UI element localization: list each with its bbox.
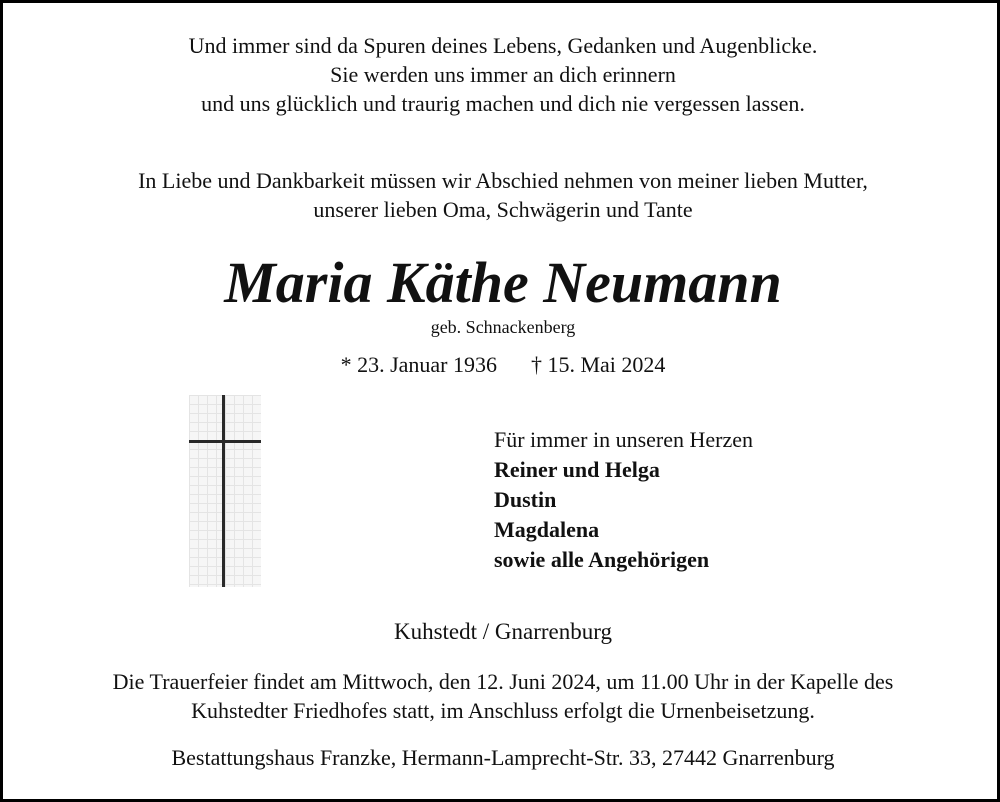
family-block	[494, 425, 753, 575]
service-line-2: Kuhstedter Friedhofes statt, im Anschluss erfolgt die Urnenbeisetzung.	[191, 698, 815, 723]
verse-line-3: und uns glücklich und traurig machen und dich nie vergessen lassen.	[201, 91, 805, 116]
life-dates	[3, 352, 1000, 378]
undertaker: Bestattungshaus Franzke, Hermann-Lamprecht-Str. 33, 27442 Gnarrenburg	[171, 745, 835, 770]
family-heading: Für immer in unseren Herzen	[494, 427, 754, 452]
death-date: † 15. Mai 2024	[530, 352, 666, 377]
intro-line-2: unserer lieben Oma, Schwägerin und Tante	[313, 197, 693, 222]
family-member: sowie alle Angehörigen	[494, 547, 710, 572]
birth-date: * 23. Januar 1936	[340, 352, 497, 377]
place: Kuhstedt / Gnarrenburg	[393, 619, 613, 644]
maiden-name: geb. Schnackenberg	[430, 317, 576, 337]
family-member: Dustin	[494, 487, 557, 512]
family-member: Magdalena	[494, 517, 600, 542]
service-line-1: Die Trauerfeier findet am Mittwoch, den 12. Juni 2024, um 11.00 Uhr in der Kapelle des	[112, 669, 894, 694]
cross-icon	[222, 395, 225, 587]
family-member: Reiner und Helga	[494, 457, 660, 482]
intro-line-1: In Liebe und Dankbarkeit müssen wir Abschied nehmen von meiner lieben Mutter,	[138, 168, 868, 193]
deceased-name: Maria Käthe Neumann	[224, 250, 782, 315]
cross-icon-bar	[189, 440, 261, 443]
verse-line-2: Sie werden uns immer an dich erinnern	[330, 62, 676, 87]
verse-line-1: Und immer sind da Spuren deines Lebens, Gedanken und Augenblicke.	[188, 33, 818, 58]
cross-icon-background	[189, 395, 261, 587]
